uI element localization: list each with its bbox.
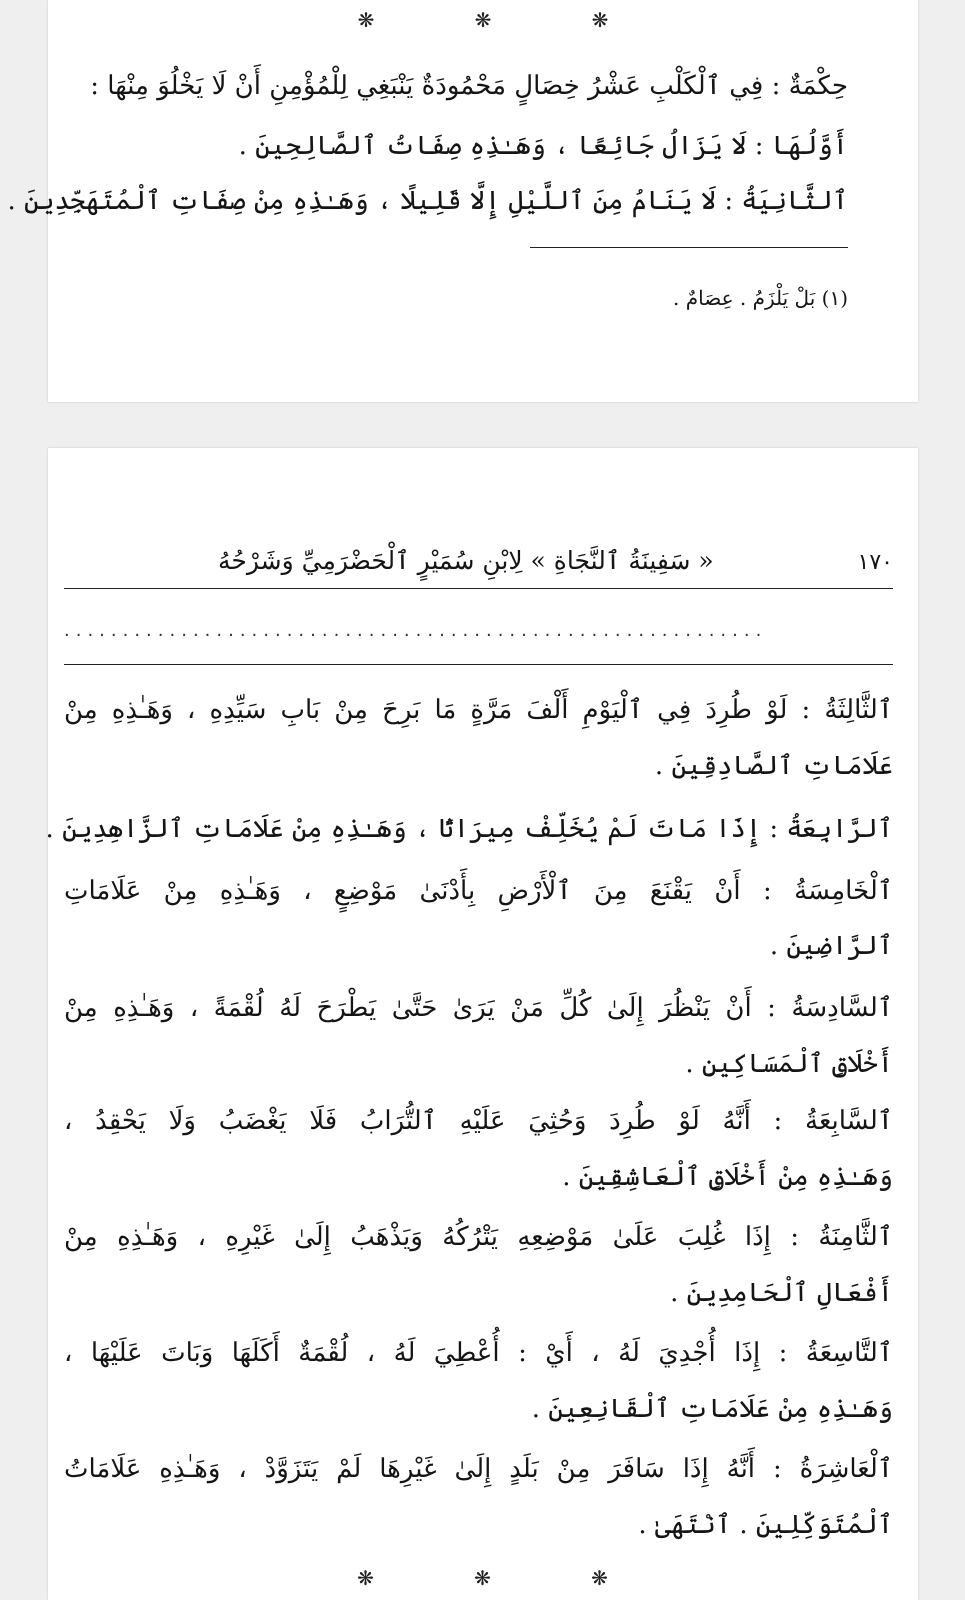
- page-number: ١٧٠: [857, 550, 893, 575]
- page-header: [0, 544, 965, 584]
- text-line: ٱلثَّالِثَةُ : لَوْ طُرِدَ فِي ٱلْيَوْمِ أَلْفَ مَرَّةٍ مَا بَرِحَ مِنْ بَابِ سَيِّدِهِ ، وَهَـٰذِهِ مِنْ: [64, 695, 893, 725]
- star-ornament-icon: ❋: [474, 8, 492, 32]
- star-ornament-icon: ❋: [591, 1566, 608, 1590]
- book-page-top: [7, 0, 918, 402]
- header-rule: [64, 588, 893, 589]
- text-line: عَلَامَاتِ ٱلصَّادِقِينَ .: [654, 751, 893, 781]
- hikma-line: حِكْمَةٌ : فِي ٱلْكَلْبِ عَشْرُ خِصَالٍ مَحْمُودَةٌ يَنْبَغِي لِلْمُؤْمِنِ أَنْ لَا يَخْلُوَ مِنْهَا :: [90, 71, 848, 101]
- text-line: ٱلثَّامِنَةُ : إِذَا غُلِبَ عَلَىٰ مَوْضِعِهِ يَتْرُكُهُ وَيَذْهَبُ إِلَىٰ غَيْرِهِ ، وَهَـٰذِهِ مِنْ: [64, 1222, 893, 1252]
- text-line: وَهَـٰذِهِ مِنْ أَخْلَاقِ ٱلْعَاشِقِينَ .: [562, 1162, 893, 1192]
- text-line: أَفْعَالِ ٱلْحَامِدِينَ .: [670, 1278, 893, 1308]
- star-ornament-icon: ❋: [591, 8, 609, 32]
- trait-second: ٱلثَّانِيَةُ : لَا يَنَامُ مِنَ ٱللَّيْلِ إِلَّا قَلِيلًا ، وَهَـٰذِهِ مِنْ صِفَاتِ ٱلْمُتَهَجِّدِينَ .: [7, 186, 848, 216]
- text-line: وَهَـٰذِهِ مِنْ عَلَامَاتِ ٱلْقَانِعِينَ .: [531, 1394, 893, 1424]
- text-line: ٱلْخَامِسَةُ : أَنْ يَقْنَعَ مِنَ ٱلْأَرْضِ بِأَدْنَىٰ مَوْضِعٍ ، وَهَـٰذِهِ مِنْ عَلَامَاتِ: [64, 876, 893, 906]
- ornament-stars-bottom: [0, 1566, 965, 1590]
- footnote: (١) بَلْ يَلْزَمُ . عِصَامٌ .: [673, 286, 848, 310]
- running-title: « سَفِينَةُ ٱلنَّجَاةِ » لِابْنِ سُمَيْرٍ ٱلْحَضْرَمِيِّ وَشَرْحُهُ: [218, 546, 714, 575]
- text-line: ٱلْمُتَوَكِّلِينَ . ٱنْتَهَىٰ .: [638, 1510, 893, 1540]
- text-line: ٱلتَّاسِعَةُ : إِذَا أُجْدِيَ لَهُ ، أَيْ : أُعْطِيَ لَهُ ، لُقْمَةٌ أَكَلَهَا وَبَاتَ عَلَيْهَا ،: [64, 1338, 893, 1368]
- ornament-stars-top: [48, 8, 918, 32]
- star-ornament-icon: ❋: [357, 1566, 374, 1590]
- trait-first: أَوَّلُهَا : لَا يَزَالُ جَائِعًا ، وَهَـٰذِهِ صِفَاتُ ٱلصَّالِحِينَ .: [238, 131, 848, 161]
- text-line: ٱلرَّاضِينَ .: [769, 931, 893, 961]
- text-line: ٱلْعَاشِرَةُ : أَنَّهُ إِذَا سَافَرَ مِنْ بَلَدٍ إِلَىٰ غَيْرِهَا لَمْ يَتَزَوَّدْ ، وَهَـٰذِهِ عَلَامَاتُ: [64, 1454, 893, 1484]
- text-line: أَخْلَاقِ ٱلْمَسَاكِينِ .: [685, 1049, 893, 1079]
- text-line: ٱلرَّابِعَةُ : إِذَا مَاتَ لَمْ يُخَلِّفْ مِيرَاثًا ، وَهَـٰذِهِ مِنْ عَلَامَاتِ ٱلزَّاهِدِينَ .: [45, 814, 893, 844]
- text-line: ٱلسَّابِعَةُ : أَنَّهُ لَوْ طُرِدَ وَحُثِيَ عَلَيْهِ ٱلتُّرَابُ فَلَا يَغْضَبُ وَلَا يَحْقِدُ ،: [64, 1106, 893, 1136]
- star-ornament-icon: ❋: [474, 1566, 491, 1590]
- omission-dots: ............................................................: [64, 620, 768, 641]
- footnote-divider: [530, 247, 848, 248]
- star-ornament-icon: ❋: [357, 8, 375, 32]
- text-line: ٱلسَّادِسَةُ : أَنْ يَنْظُرَ إِلَىٰ كُلِّ مَنْ يَرَىٰ حَتَّىٰ يَطْرَحَ لَهُ لُقْمَةً ، وَهَـٰذِهِ مِنْ: [64, 993, 893, 1023]
- dots-rule: [64, 664, 893, 665]
